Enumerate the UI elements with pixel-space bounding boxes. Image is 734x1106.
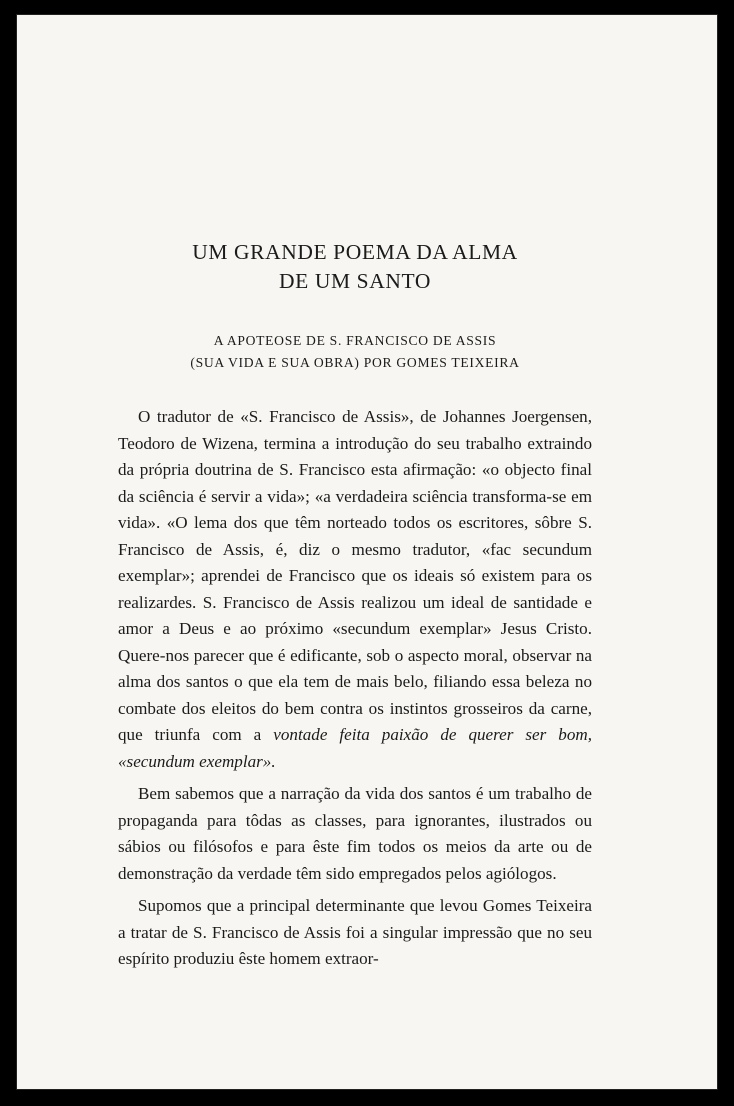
book-page	[16, 14, 718, 1090]
chapter-subtitle-line-2: (SUA VIDA E SUA OBRA) POR GOMES TEIXEIRA	[190, 355, 520, 370]
paragraph-1-italic-ending: vontade feita paixão de querer ser bom, «secundum exemplar».	[118, 725, 592, 771]
paragraph-3: Supomos que a principal determinante que levou Gomes Teixeira a tratar de S. Francisco de Assis foi a singular impressão que no seu espírito produziu êste homem extraor-	[118, 896, 592, 968]
body-text	[118, 404, 592, 973]
paragraph-2: Bem sabemos que a narração da vida dos santos é um trabalho de propaganda para tôdas as classes, para ignorantes, ilustrados ou sábios ou filósofos e para êste fim todos os meios da arte ou de demonstração da verdade têm sido empregados pelos agiólogos.	[118, 784, 592, 883]
paragraph-1	[118, 404, 592, 775]
paragraph-1-text: O tradutor de «S. Francisco de Assis», de Johannes Joergensen, Teodoro de Wizena, termina a introdução do seu trabalho extraindo da própria doutrina de S. Francisco esta afirmação: «o objecto final da sciência é servir a vida»; «a verdadeira sciência transforma-se em vida». «O lema dos que têm norteado todos os escritores, sôbre S. Francisco de Assis, é, diz o mesmo tradutor, «fac secundum exemplar»; aprendei de Francisco que os ideais só existem para os realizardes. S. Francisco de Assis realizou um ideal de santidade e amor a Deus e ao próximo «secundum exemplar» Jesus Cristo. Quere-nos parecer que é edificante, sob o aspecto moral, observar na alma dos santos o que ela tem de mais belo, filiando essa beleza no combate dos eleitos do bem contra os instintos grosseiros da carne, que triunfa com a	[118, 407, 592, 744]
chapter-subtitle	[118, 330, 592, 374]
chapter-title	[118, 238, 592, 296]
chapter-subtitle-line-1: A APOTEOSE DE S. FRANCISCO DE ASSIS	[213, 333, 497, 348]
chapter-title-line-2: DE UM SANTO	[279, 269, 431, 293]
page-content	[118, 226, 592, 973]
chapter-title-line-1: UM GRANDE POEMA DA ALMA	[192, 240, 518, 264]
